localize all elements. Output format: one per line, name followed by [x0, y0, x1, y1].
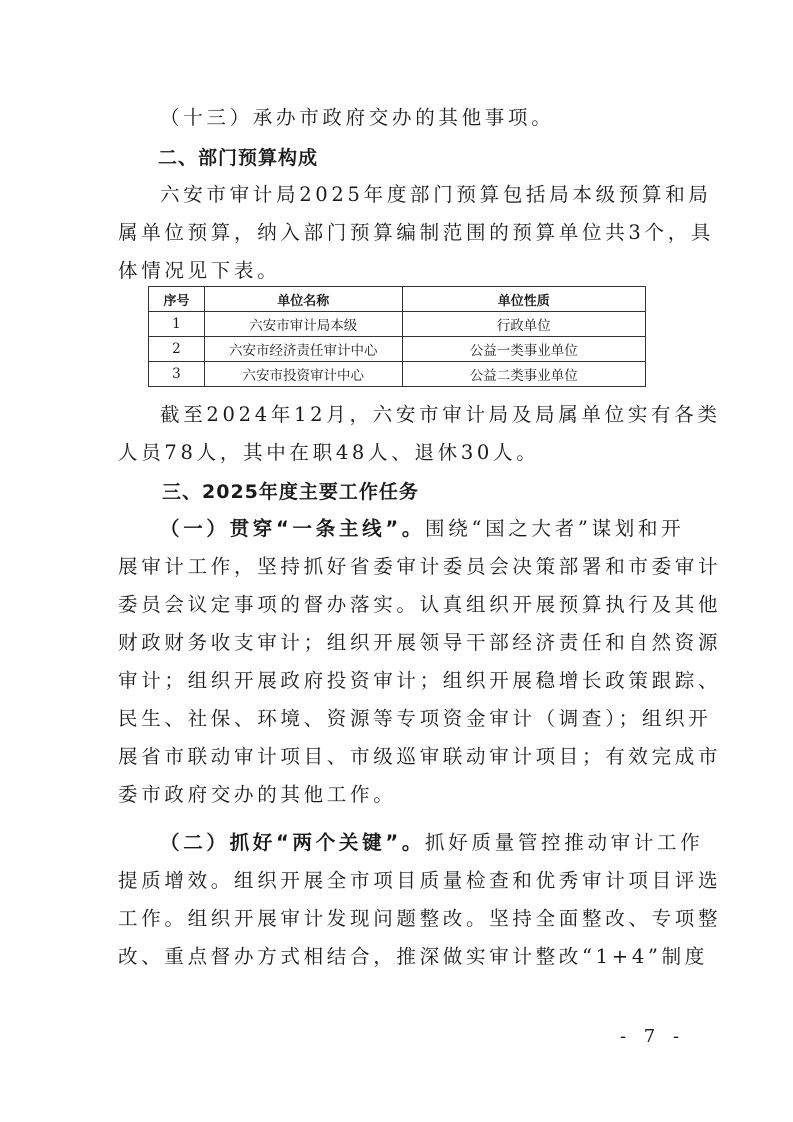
section-heading: 二、部门预算构成 — [158, 147, 319, 169]
text-line: 属单位预算，纳入部门预算编制范围的预算单位共3个，具 — [118, 221, 715, 244]
cell-name: 六安市投资审计中心 — [204, 362, 402, 387]
text-line: 人员78人，其中在职48人、退休30人。 — [118, 441, 540, 464]
text-line: 提质增效。组织开展全市项目质量检查和优秀审计项目评选 — [118, 869, 722, 892]
cell-nature: 公益二类事业单位 — [402, 362, 646, 387]
section-heading: 三、2025年度主要工作任务 — [162, 481, 419, 503]
cell-no: 1 — [149, 312, 205, 337]
text-line: 财政财务收支审计；组织开展领导干部经济责任和自然资源 — [118, 631, 722, 654]
text-line — [160, 515, 720, 543]
text-line: 委员会议定事项的督办落实。认真组织开展预算执行及其他 — [118, 593, 722, 616]
text-line: 改、重点督办方式相结合，推深做实审计整改“1+4”制度 — [118, 945, 708, 968]
text-line: 截至2024年12月，六安市审计局及局属单位实有各类 — [160, 403, 721, 426]
table-header-row — [149, 287, 646, 312]
text-run: 围绕“国之大者”谋划和开 — [425, 517, 685, 540]
table-row — [149, 337, 646, 362]
cell-nature: 公益一类事业单位 — [402, 337, 646, 362]
column-header-nature: 单位性质 — [402, 287, 646, 312]
text-line: 展审计工作，坚持抓好省委审计委员会决策部署和市委审计 — [118, 555, 722, 578]
cell-name: 六安市审计局本级 — [204, 312, 402, 337]
text-line: 审计；组织开展政府投资审计；组织开展稳增长政策跟踪、 — [118, 669, 722, 692]
column-header-no: 序号 — [149, 287, 205, 312]
text-line — [160, 829, 720, 857]
text-line: 民生、社保、环境、资源等专项资金审计（调查）；组织开 — [118, 707, 712, 730]
page-number: - 7 - — [620, 1026, 686, 1047]
cell-name: 六安市经济责任审计中心 — [204, 337, 402, 362]
text-line: 体情况见下表。 — [118, 259, 281, 282]
cell-no: 3 — [149, 362, 205, 387]
column-header-name: 单位名称 — [204, 287, 402, 312]
text-run: 抓好质量管控推动审计工作 — [425, 831, 704, 854]
text-line: 六安市审计局2025年度部门预算包括局本级预算和局 — [160, 183, 712, 206]
subsection-title: （二）抓好“两个关键”。 — [160, 831, 426, 854]
text-line: 工作。组织开展审计发现问题整改。坚持全面整改、专项整 — [118, 907, 722, 930]
cell-nature: 行政单位 — [402, 312, 646, 337]
table-row — [149, 362, 646, 387]
text-line: 展省市联动审计项目、市级巡审联动审计项目；有效完成市 — [118, 745, 722, 768]
cell-no: 2 — [149, 337, 205, 362]
subsection-title: （一）贯穿“一条主线”。 — [160, 517, 426, 540]
text-line: （十三）承办市政府交办的其他事项。 — [160, 106, 555, 129]
table-row — [149, 312, 646, 337]
budget-units-table — [148, 286, 646, 387]
text-line: 委市政府交办的其他工作。 — [118, 783, 397, 806]
